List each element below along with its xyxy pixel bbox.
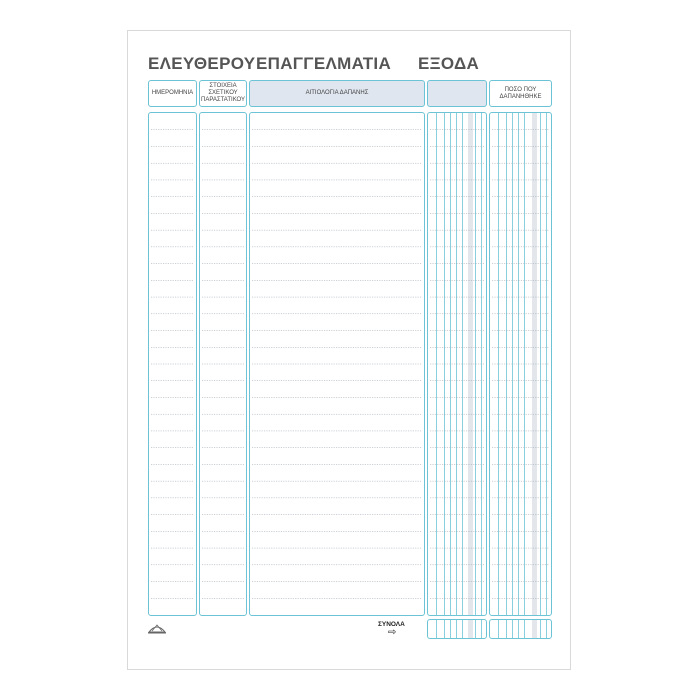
column-divider <box>512 620 513 638</box>
column-divider <box>436 113 437 615</box>
header-blank <box>427 80 487 107</box>
column-divider <box>475 620 476 638</box>
column-divider <box>540 620 541 638</box>
ruled-lines <box>428 620 486 638</box>
column-divider <box>456 620 457 638</box>
header-amount-line-1: ΠΟΣΟ ΠΟΥ <box>504 86 537 93</box>
ruled-lines <box>250 113 424 615</box>
header-date-label: ΗΜΕΡΟΜΗΝΙΑ <box>151 90 194 96</box>
column-divider <box>444 620 445 638</box>
column-divider <box>462 620 463 638</box>
column-amount-spent <box>489 112 552 616</box>
header-reason-label: ΑΙΤΙΟΛΟΓΙΑ ΔΑΠΑΝΗΣ <box>305 90 369 96</box>
totals-label: ΣΥΝΟΛΑ <box>378 621 405 628</box>
column-divider <box>450 620 451 638</box>
header-document-line-2: ΣΧΕΤΙΚΟΥ <box>208 90 238 96</box>
column-divider <box>518 620 519 638</box>
title-part-1: ΕΛΕΥΘΕΡΟΥ <box>148 54 256 73</box>
totals-box-blank <box>427 619 487 639</box>
ruled-lines <box>490 620 551 638</box>
totals-box-amount <box>489 619 552 639</box>
ruled-lines <box>490 113 551 615</box>
header-amount <box>489 80 552 107</box>
column-document <box>199 112 247 616</box>
publisher-logo-icon <box>147 621 167 635</box>
column-date <box>148 112 197 616</box>
title-part-2: ΕΠΑΓΓΕΛΜΑΤΙΑ <box>256 54 392 73</box>
column-divider <box>468 620 473 638</box>
ruled-lines <box>428 113 486 615</box>
header-document <box>199 80 247 107</box>
column-blank-amount <box>427 112 487 616</box>
ruled-lines <box>200 113 246 615</box>
column-divider <box>498 113 499 615</box>
column-divider <box>524 620 525 638</box>
header-document-line-3: ΠΑΡΑΣΤΑΤΙΚΟΥ <box>200 97 245 103</box>
header-date <box>148 80 197 107</box>
column-divider <box>546 113 547 615</box>
column-divider <box>506 620 507 638</box>
header-reason <box>249 80 425 107</box>
column-divider <box>498 620 499 638</box>
column-divider <box>481 620 482 638</box>
totals-arrow-icon: ⇨ <box>388 627 397 638</box>
column-divider <box>436 620 437 638</box>
header-document-line-1: ΣΤΟΙΧΕΙΑ <box>209 83 237 89</box>
column-reason <box>249 112 425 616</box>
header-amount-line-2: ΔΑΠΑΝΗΘΗΚΕ <box>499 93 542 100</box>
ruled-lines <box>149 113 196 615</box>
title-part-3: ΕΞΟΔΑ <box>418 54 480 73</box>
column-divider <box>532 620 537 638</box>
column-divider <box>546 620 547 638</box>
